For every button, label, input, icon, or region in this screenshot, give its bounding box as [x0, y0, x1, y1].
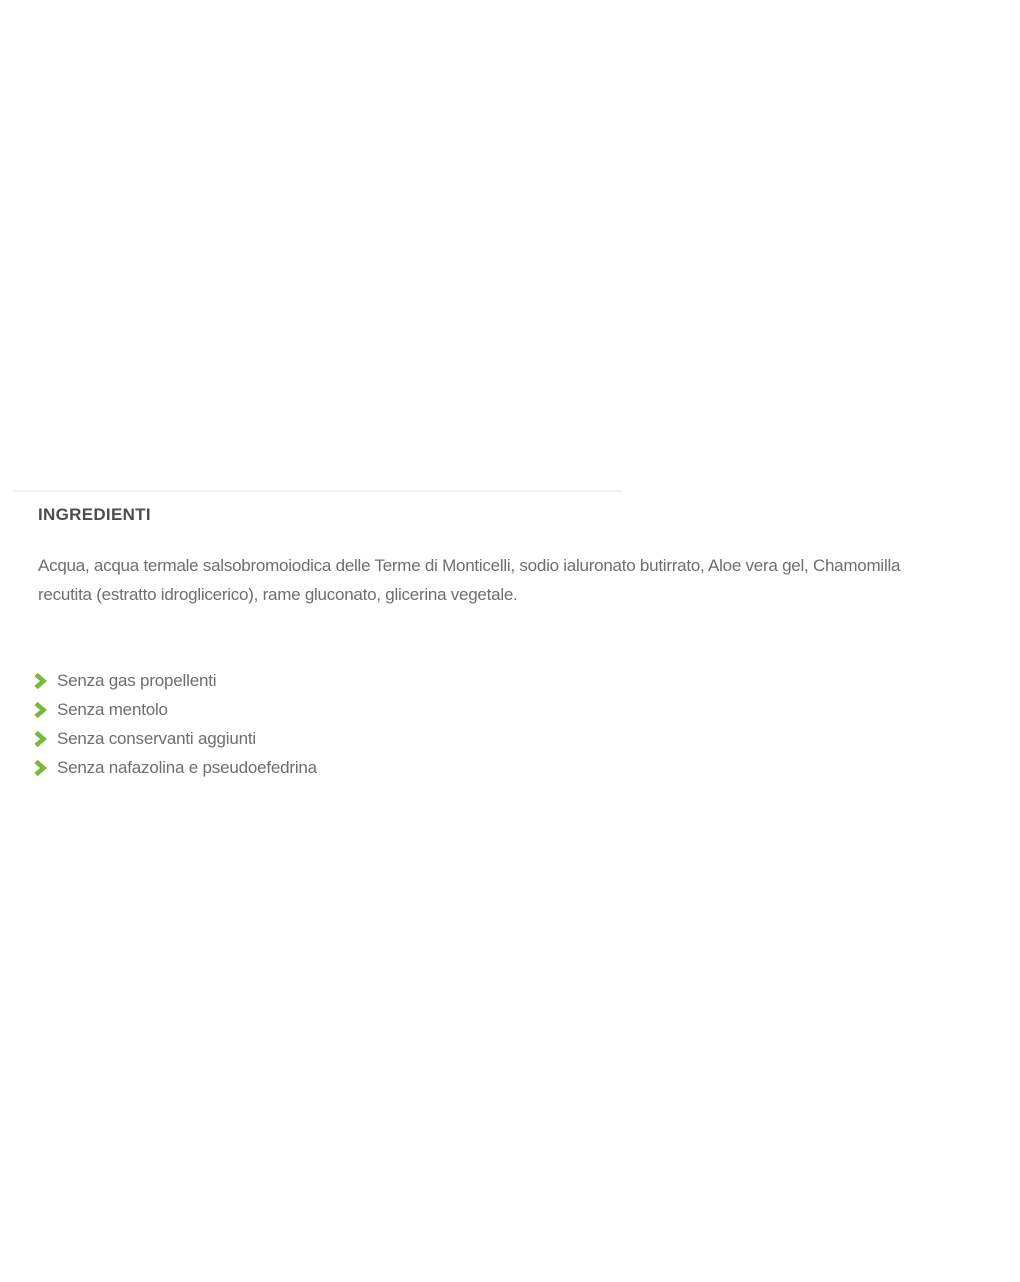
- list-item: [33, 695, 317, 724]
- chevron-right-icon: [33, 702, 48, 718]
- features-list: [33, 666, 317, 782]
- chevron-right-icon: [33, 760, 48, 776]
- section-divider: [13, 490, 622, 492]
- feature-label: Senza mentolo: [57, 699, 168, 719]
- list-item: [33, 666, 317, 695]
- chevron-right-icon: [33, 673, 48, 689]
- ingredients-paragraph-line: recutita (estratto idroglicerico), rame gluconato, glicerina vegetale.: [38, 585, 518, 604]
- list-item: [33, 724, 317, 753]
- section-title: INGREDIENTI: [38, 505, 151, 524]
- ingredients-paragraph: [38, 551, 1003, 609]
- feature-label: Senza nafazolina e pseudoefedrina: [57, 757, 317, 777]
- list-item: [33, 753, 317, 782]
- feature-label: Senza gas propellenti: [57, 670, 217, 690]
- chevron-right-icon: [33, 731, 48, 747]
- ingredients-paragraph-line: Acqua, acqua termale salsobromoiodica delle Terme di Monticelli, sodio ialuronato butirrato, Aloe vera gel, Chamomilla: [38, 556, 901, 575]
- feature-label: Senza conservanti aggiunti: [57, 728, 256, 748]
